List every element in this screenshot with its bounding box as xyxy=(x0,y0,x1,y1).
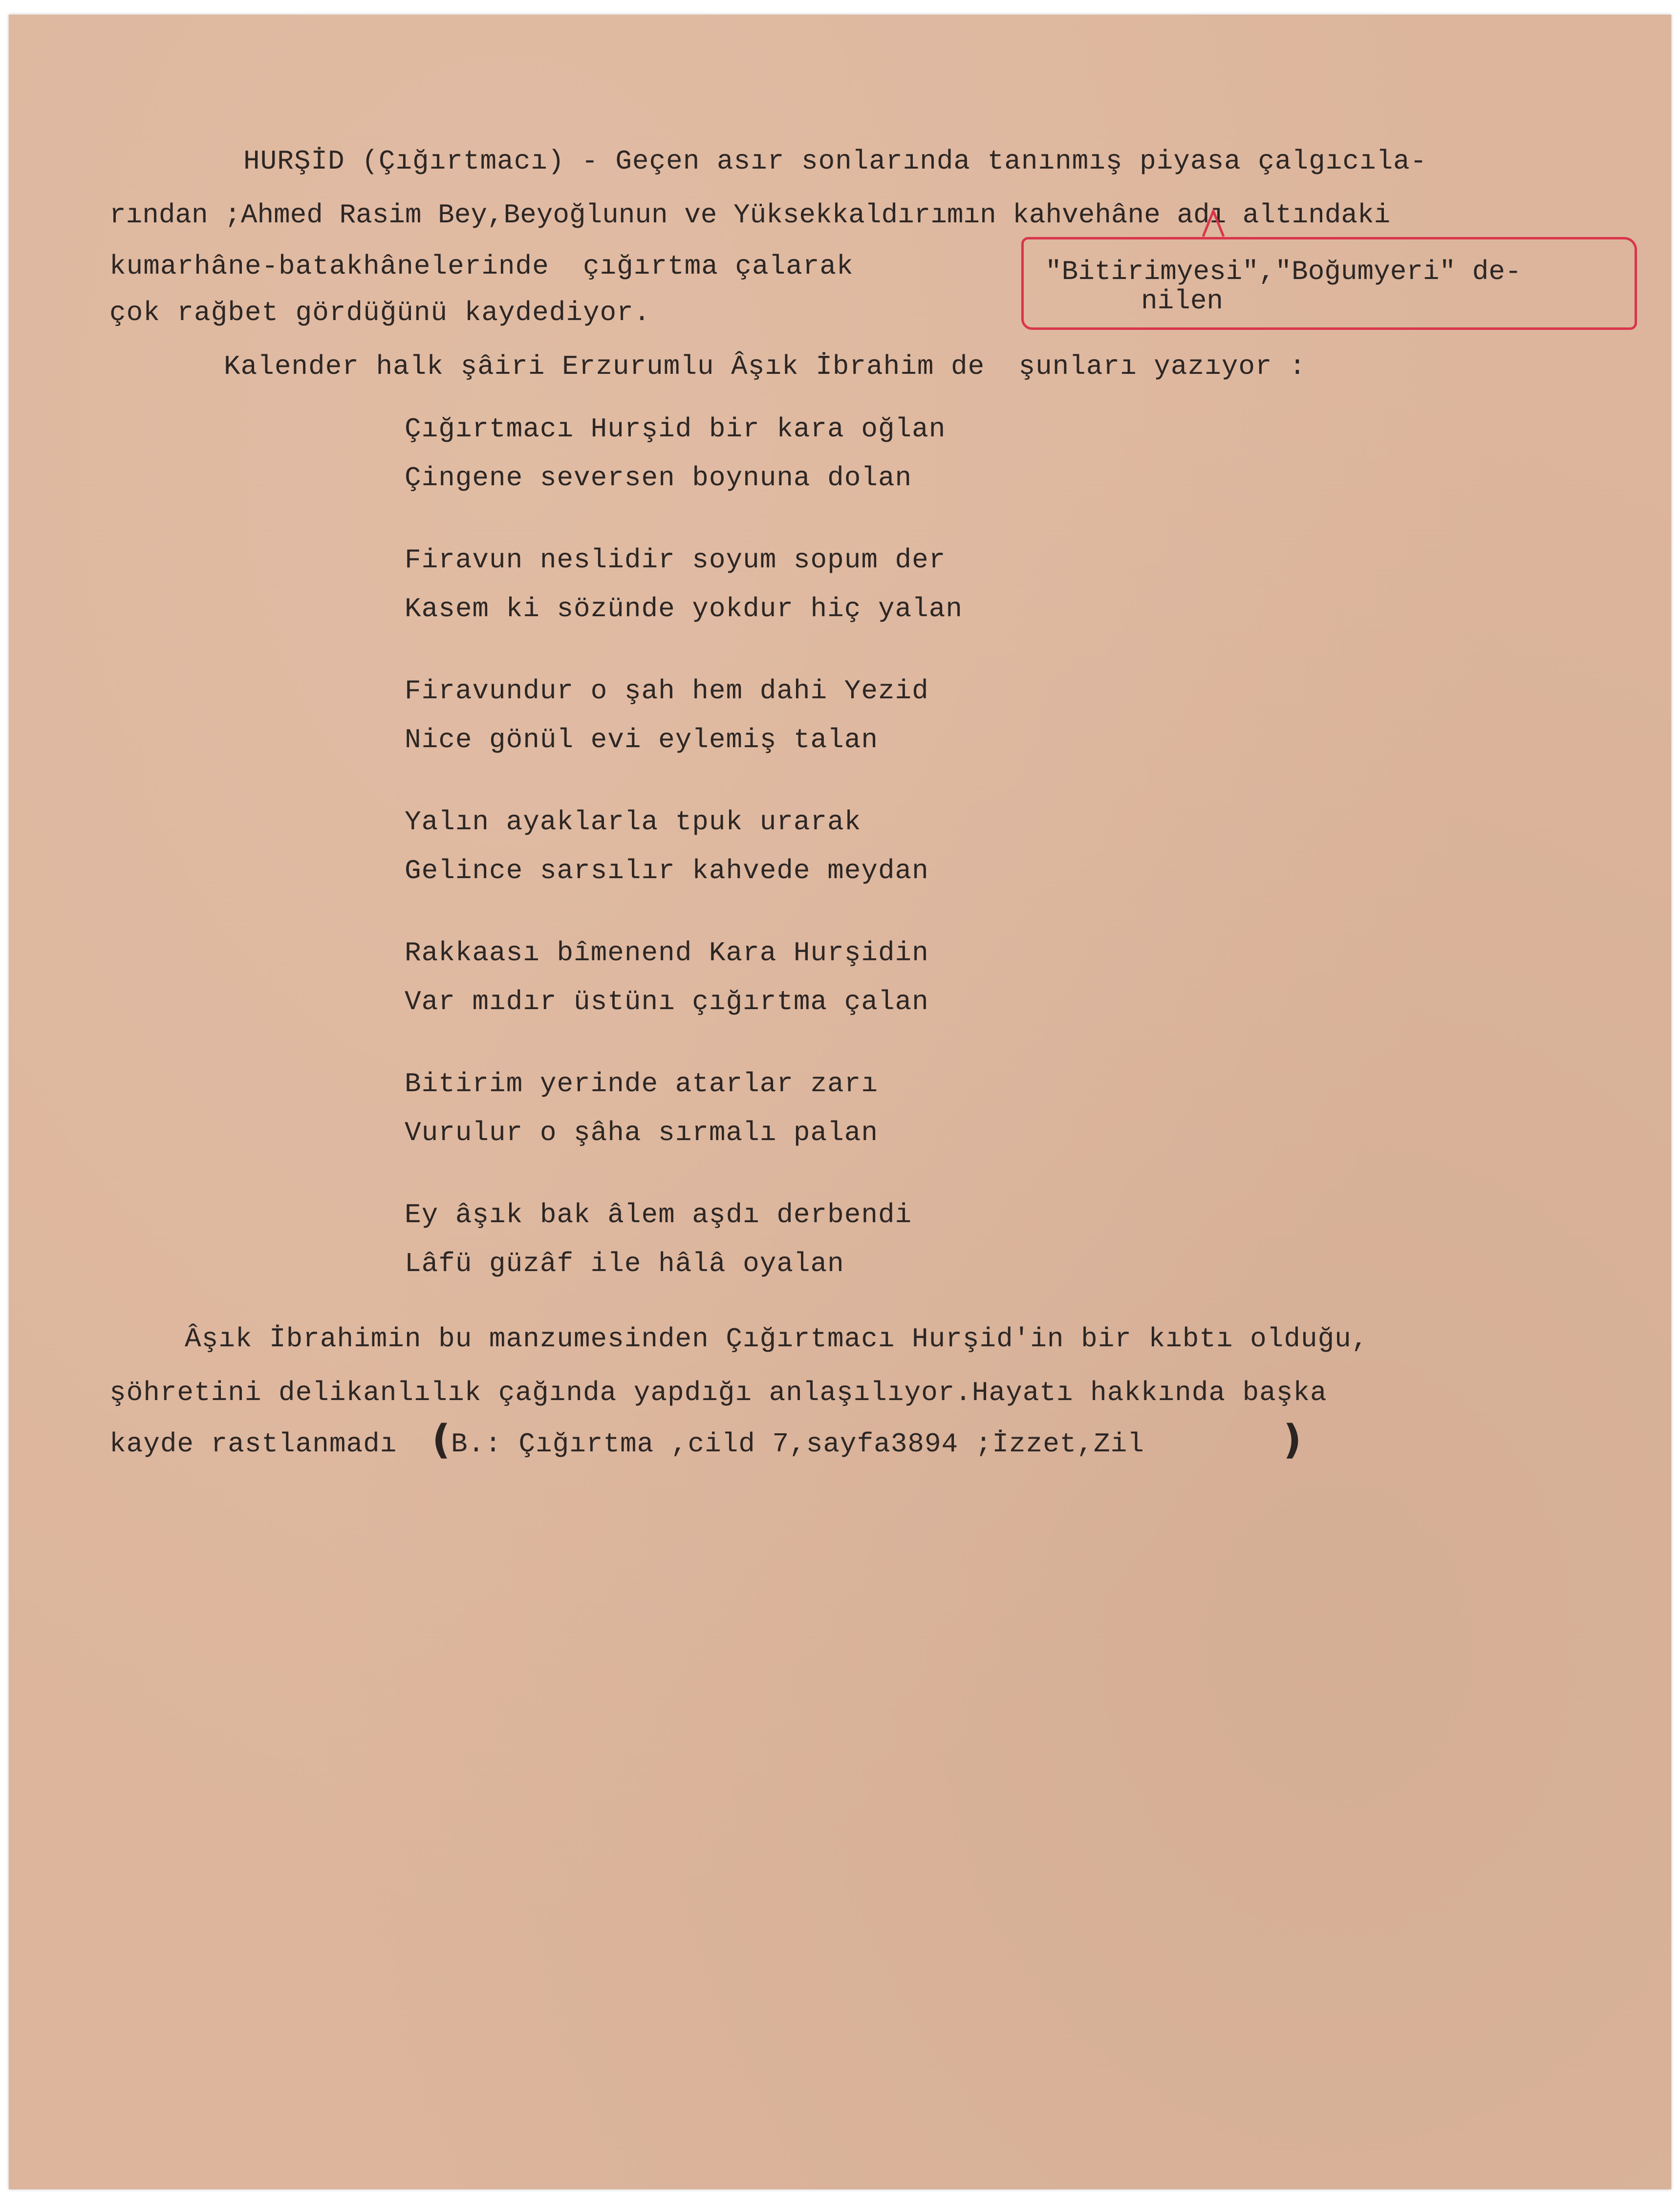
poem-line: Çingene seversen boynuna dolan xyxy=(405,462,912,494)
poem-line: Firavundur o şah hem dahi Yezid xyxy=(405,675,929,707)
close-parenthesis: ) xyxy=(1283,1417,1302,1463)
closing-line-1: Âşık İbrahimin bu manzumesinden Çığırtmacı Hurşid'in bir kıbtı olduğu, xyxy=(185,1323,1369,1355)
poem-line: Bitirim yerinde atarlar zarı xyxy=(405,1068,878,1100)
header-line-4: çok rağbet gördüğünü kaydediyor. xyxy=(109,297,651,328)
poem-line: Lâfü güzâf ile hâlâ oyalan xyxy=(405,1248,844,1279)
poem-line: Ey âşık bak âlem aşdı derbendi xyxy=(405,1199,912,1231)
insertion-line-2: nilen xyxy=(1141,285,1224,317)
closing-citation: B.: Çığırtma ,cild 7,sayfa3894 ;İzzet,Zil xyxy=(451,1428,1144,1460)
poem-line: Yalın ayaklarla tpuk urarak xyxy=(405,806,862,838)
closing-line-3: kayde rastlanmadı xyxy=(109,1428,397,1460)
poem-line: Firavun neslidir soyum sopum der xyxy=(405,544,946,576)
poem-line: Çığırtmacı Hurşid bir kara oğlan xyxy=(405,413,946,445)
poem-line: Rakkaası bîmenend Kara Hurşidin xyxy=(405,937,929,969)
insertion-caret-mark xyxy=(1201,209,1226,238)
header-line-1: HURŞİD (Çığırtmacı) - Geçen asır sonlarında tanınmış piyasa çalgıcıla- xyxy=(243,146,1427,177)
handwritten-insertion-box xyxy=(1021,237,1637,330)
header-line-2: rından ;Ahmed Rasim Bey,Beyoğlunun ve Yüksekkaldırımın kahvehâne adı altındaki xyxy=(109,199,1391,231)
poem-line: Kasem ki sözünde yokdur hiç yalan xyxy=(405,593,963,625)
typewritten-page xyxy=(9,15,1671,2189)
insertion-line-1: "Bitirimyesi","Boğumyeri" de- xyxy=(1045,256,1522,287)
open-parenthesis: ( xyxy=(432,1417,451,1463)
poem-line: Vurulur o şâha sırmalı palan xyxy=(405,1117,878,1148)
poem-line: Var mıdır üstünı çığırtma çalan xyxy=(405,986,929,1017)
header-line-3: kumarhâne-batakhânelerinde çığırtma çalarak xyxy=(109,251,854,282)
closing-line-2: şöhretini delikanlılık çağında yapdığı anlaşılıyor.Hayatı hakkında başka xyxy=(109,1377,1327,1408)
poem-line: Nice gönül evi eylemiş talan xyxy=(405,724,878,756)
poem-line: Gelince sarsılır kahvede meydan xyxy=(405,855,929,886)
header-line-5: Kalender halk şâiri Erzurumlu Âşık İbrahim de şunları yazıyor : xyxy=(224,351,1306,382)
